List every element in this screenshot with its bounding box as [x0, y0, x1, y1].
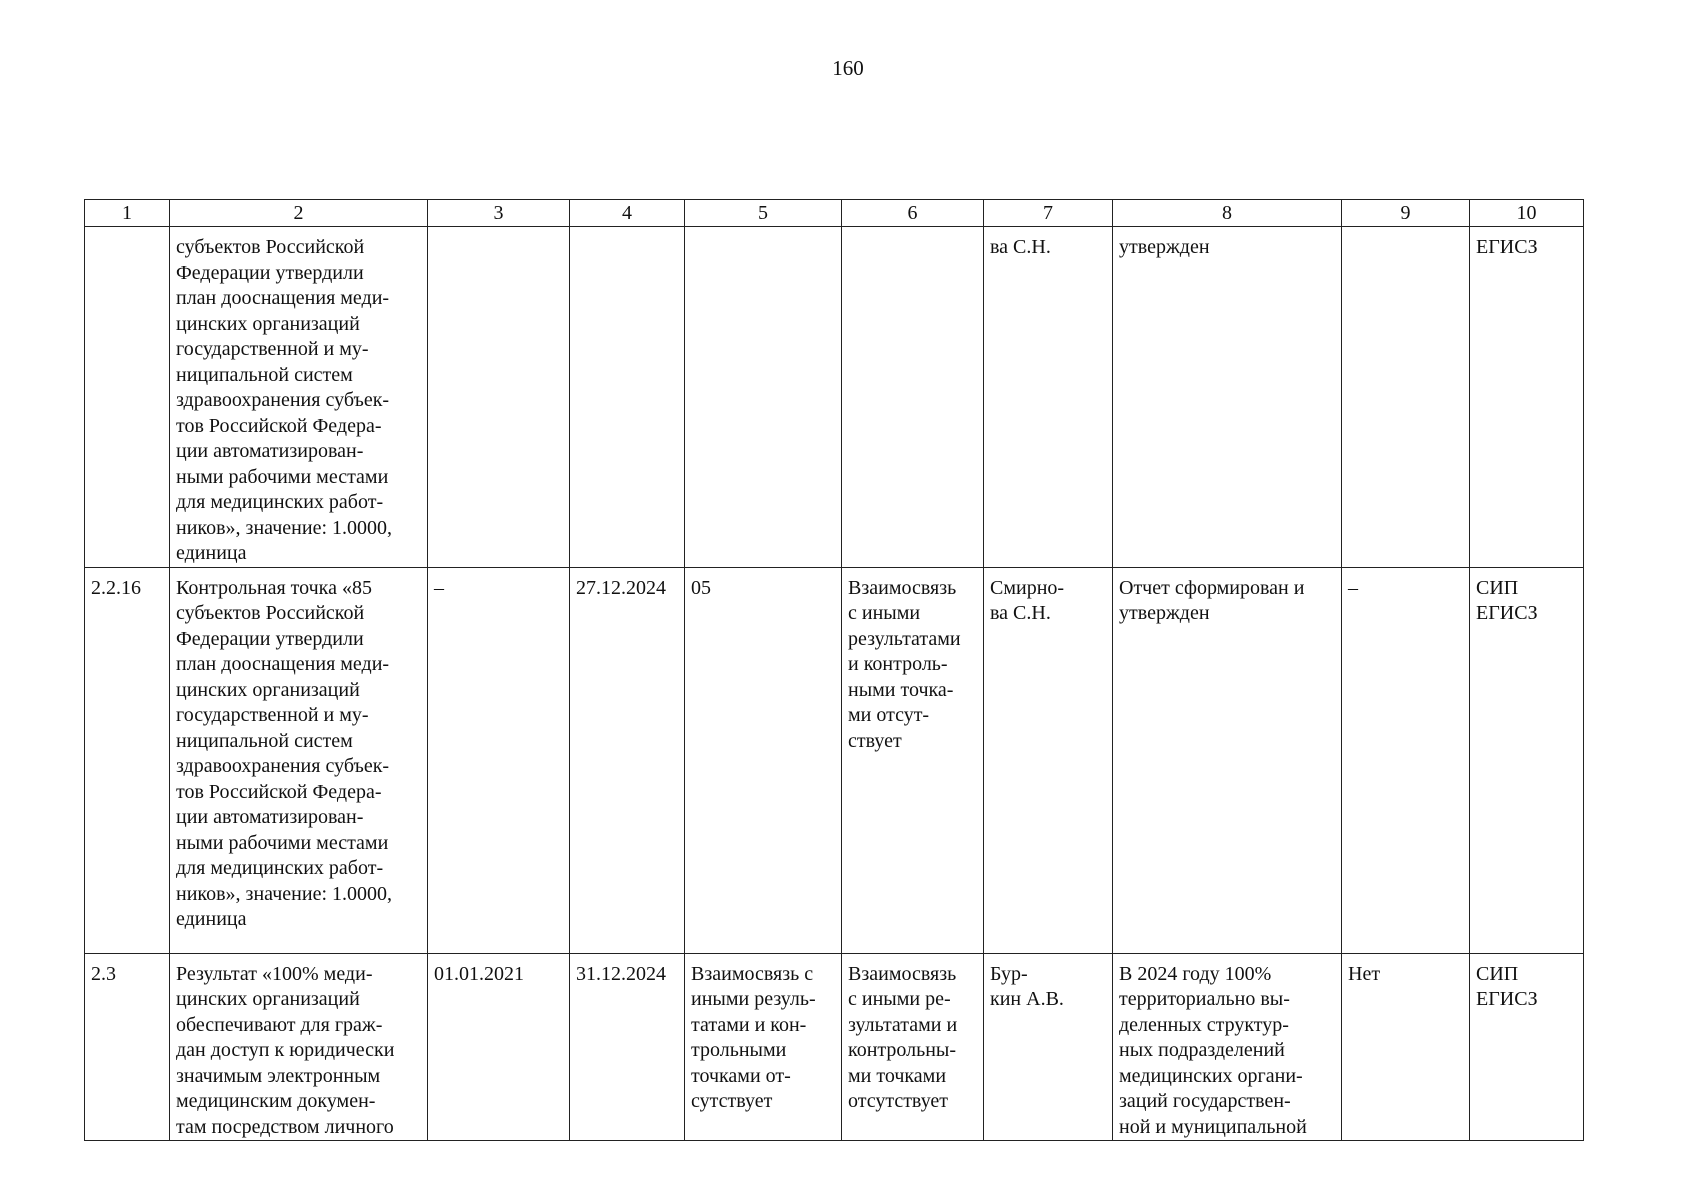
cell-text-line: там посредством личного [176, 1115, 394, 1138]
column-header-8: 8 [1113, 200, 1342, 227]
column-header-1: 1 [85, 200, 170, 227]
cell-text-line: В 2024 году 100% [1119, 962, 1272, 985]
cell-end-date [570, 227, 685, 568]
cell-start-date [428, 953, 570, 1141]
column-header-10: 10 [1470, 200, 1584, 227]
cell-text-line: 27.12.2024 [576, 576, 666, 599]
cell-text-line: ниципальной систем [176, 729, 353, 752]
cell-text-line: тов Российской Федера- [176, 780, 382, 803]
cell-text-line: цинских организаций [176, 988, 360, 1010]
cell-text-line: Результат «100% меди- [176, 962, 373, 985]
cell-text-line: 2.2.16 [91, 576, 141, 599]
cell-responsible [984, 953, 1113, 1141]
cell-text-line: с иными ре- [848, 988, 951, 1010]
column-header-2: 2 [170, 200, 428, 227]
cell-text-line: Федерации утвердили [176, 261, 364, 284]
column-header-5: 5 [685, 200, 842, 227]
column-header-4: 4 [570, 200, 685, 227]
column-number-row [85, 200, 1584, 227]
column-header-9: 9 [1342, 200, 1470, 227]
cell-text-line: территориально вы- [1119, 988, 1290, 1010]
cell-text-line: ниципальной систем [176, 363, 353, 386]
cell-text-line: для медицинских работ- [176, 857, 384, 879]
cell-text-line: дан доступ к юридически [176, 1039, 395, 1061]
cell-text-line: кин А.В. [990, 988, 1064, 1010]
cell-text-line: план дооснащения меди- [176, 287, 390, 309]
table-row [85, 567, 1584, 953]
cell-text-line: ЕГИСЗ [1476, 602, 1538, 624]
cell-text-line: ников», значение: 1.0000, [176, 516, 393, 539]
cell-text-line: – [1348, 576, 1358, 599]
cell-text-line: 31.12.2024 [576, 962, 666, 985]
cell-text-line: 2.3 [91, 962, 116, 985]
cell-text-line: 05 [691, 576, 711, 599]
cell-description [170, 227, 428, 568]
cell-text-line: ции автоматизирован- [176, 806, 364, 828]
cell-text-line: цинских организаций [176, 312, 360, 335]
cell-text-line: заций государствен- [1119, 1090, 1291, 1112]
cell-text-line: цинских организаций [176, 678, 360, 701]
cell-information-system [1470, 227, 1584, 568]
cell-text-line: Контрольная точка «85 [176, 576, 372, 599]
column-header-7: 7 [984, 200, 1113, 227]
cell-description [170, 953, 428, 1141]
cell-text-line: государственной и му- [176, 704, 369, 726]
cell-text-line: СИП [1476, 962, 1519, 985]
cell-text-line: ми точками [848, 1064, 947, 1087]
cell-text-line: государственной и му- [176, 338, 369, 360]
cell-result-document [1113, 227, 1342, 568]
cell-text-line: ции автоматизирован- [176, 440, 364, 462]
cell-text-line: результатами [848, 627, 961, 650]
cell-text-line: обеспечивают для граж- [176, 1013, 383, 1036]
cell-text-line: ными рабочими местами [176, 831, 389, 854]
cell-text-line: ствует [848, 729, 902, 752]
cell-text-line: здравоохранения субъек- [176, 755, 390, 777]
cell-responsible [984, 567, 1113, 953]
cell-text-line: ва С.Н. [990, 236, 1051, 258]
cell-flag [1342, 567, 1470, 953]
cell-start-date [428, 227, 570, 568]
cell-text-line: контрольны- [848, 1039, 957, 1061]
cell-text-line: ников», значение: 1.0000, [176, 882, 393, 905]
cell-number [85, 227, 170, 568]
cell-number [85, 953, 170, 1141]
cell-text-line: единица [176, 908, 247, 930]
cell-text-line: деленных структур- [1119, 1013, 1289, 1036]
cell-text-line: Взаимосвязь [848, 962, 957, 985]
column-header-6: 6 [842, 200, 984, 227]
cell-text-line: Отчет сформирован и [1119, 576, 1305, 599]
cell-description [170, 567, 428, 953]
cell-text-line: субъектов Российской [176, 602, 365, 624]
cell-text-line: для медицинских работ- [176, 491, 384, 513]
cell-text-line: ЕГИСЗ [1476, 988, 1538, 1010]
cell-text-line: сутствует [691, 1090, 773, 1112]
cell-flag [1342, 953, 1470, 1141]
cell-predecessor [685, 227, 842, 568]
cell-text-line: точками от- [691, 1064, 791, 1087]
cell-text-line: иными резуль- [691, 988, 816, 1010]
cell-result-document [1113, 567, 1342, 953]
cell-text-line: трольными [691, 1039, 787, 1061]
cell-text-line: план дооснащения меди- [176, 653, 390, 675]
cell-text-line: отсутствует [848, 1090, 949, 1112]
cell-result-document [1113, 953, 1342, 1141]
cell-start-date [428, 567, 570, 953]
cell-text-line: и контроль- [848, 653, 948, 675]
cell-text-line: ва С.Н. [990, 602, 1051, 624]
table-row [85, 227, 1584, 568]
cell-successor [842, 227, 984, 568]
cell-text-line: Федерации утвердили [176, 627, 364, 650]
cell-text-line: татами и кон- [691, 1013, 807, 1036]
cell-text-line: медицинских органи- [1119, 1064, 1303, 1087]
cell-end-date [570, 953, 685, 1141]
cell-text-line: утвержден [1119, 602, 1210, 624]
cell-text-line: 01.01.2021 [434, 962, 524, 985]
cell-information-system [1470, 953, 1584, 1141]
table-row [85, 953, 1584, 1141]
cell-text-line: – [434, 576, 444, 599]
cell-responsible [984, 227, 1113, 568]
cell-text-line: здравоохранения субъек- [176, 389, 390, 411]
cell-text-line: Взаимосвязь с [691, 962, 814, 985]
cell-text-line: Бур- [990, 962, 1028, 985]
cell-text-line: Нет [1348, 962, 1381, 985]
cell-text-line: утвержден [1119, 236, 1210, 258]
cell-text-line: ми отсут- [848, 704, 930, 726]
cell-text-line: с иными [848, 602, 921, 624]
cell-successor [842, 953, 984, 1141]
page-number: 160 [832, 56, 864, 80]
cell-text-line: субъектов Российской [176, 236, 365, 258]
cell-text-line: ной и муниципальной [1119, 1115, 1307, 1138]
cell-text-line: тов Российской Федера- [176, 414, 382, 437]
cell-text-line: значимым электронным [176, 1064, 381, 1087]
cell-text-line: ных подразделений [1119, 1039, 1285, 1061]
cell-text-line: СИП [1476, 576, 1519, 599]
cell-text-line: зультатами и [848, 1013, 958, 1036]
cell-text-line: ными рабочими местами [176, 465, 389, 488]
cell-number [85, 567, 170, 953]
cell-text-line: медицинским докумен- [176, 1090, 376, 1112]
cell-flag [1342, 227, 1470, 568]
cell-text-line: Взаимосвязь [848, 576, 957, 599]
cell-predecessor [685, 953, 842, 1141]
cell-text-line: ЕГИСЗ [1476, 236, 1538, 258]
cell-successor [842, 567, 984, 953]
plan-table [84, 199, 1584, 1141]
cell-text-line: ными точка- [848, 678, 954, 701]
cell-text-line: Смирно- [990, 576, 1065, 599]
column-header-3: 3 [428, 200, 570, 227]
cell-predecessor [685, 567, 842, 953]
cell-text-line: единица [176, 542, 247, 564]
cell-end-date [570, 567, 685, 953]
cell-information-system [1470, 567, 1584, 953]
